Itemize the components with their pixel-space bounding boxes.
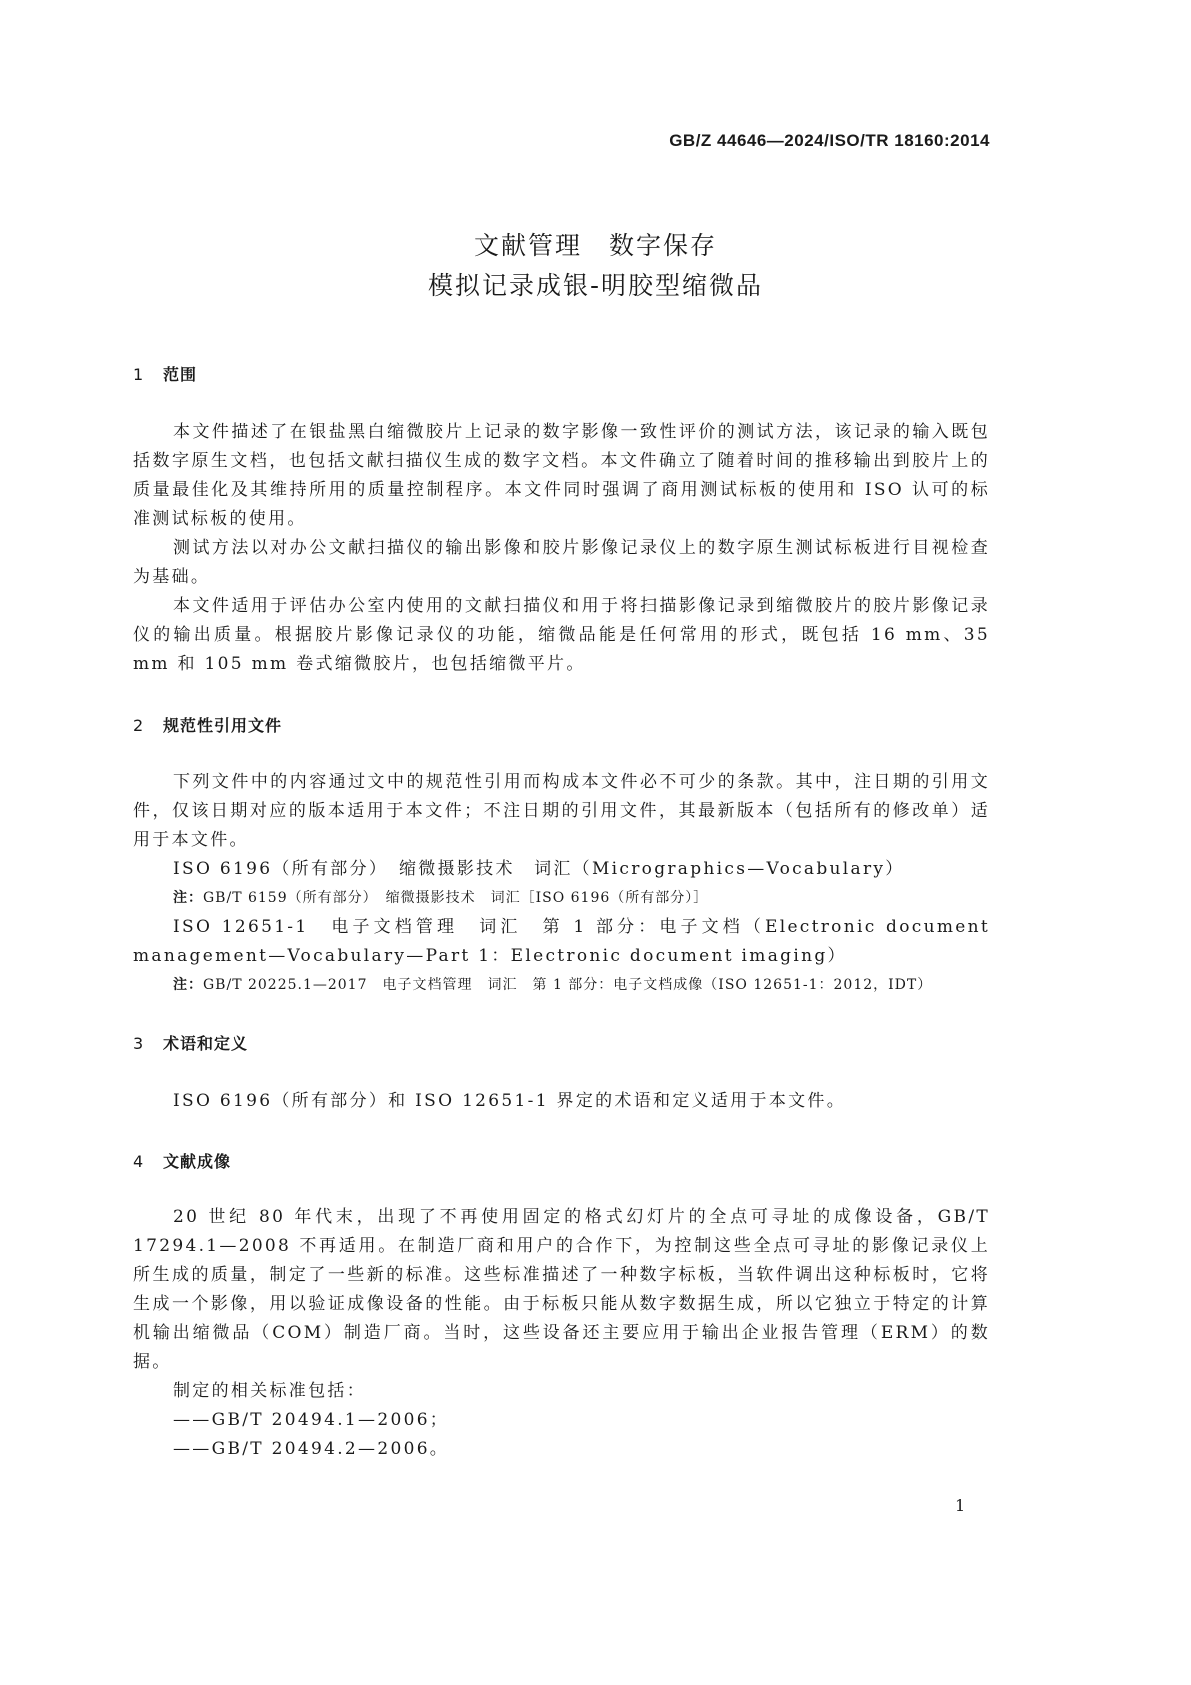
paragraph: 下列文件中的内容通过文中的规范性引用而构成本文件必不可少的条款。其中，注日期的引用文件，仅该日期对应的版本适用于本文件；不注日期的引用文件，其最新版本（包括所有的修改单）适用于本文件。 xyxy=(133,772,990,850)
document-title-line2: 模拟记录成银-明胶型缩微品 xyxy=(427,271,764,300)
paragraph: 本文件适用于评估办公室内使用的文献扫描仪和用于将扫描影像记录到缩微胶片的胶片影像记录仪的输出质量。根据胶片影像记录仪的功能，缩微品能是任何常用的形式，既包括 16 mm、35 mm 和 105 mm 卷式缩微胶片，也包括缩微平片。 xyxy=(133,596,990,674)
section-title: 范围 xyxy=(163,365,198,384)
page-number: 1 xyxy=(955,1496,966,1515)
note-label: 注： xyxy=(173,977,203,993)
section-title: 文献成像 xyxy=(163,1152,232,1171)
section-number: 1 xyxy=(133,365,145,384)
reference-note xyxy=(133,971,990,1000)
paragraph: 测试方法以对办公文献扫描仪的输出影像和胶片影像记录仪上的数字原生测试标板进行目视检查为基础。 xyxy=(133,538,990,587)
document-title-line1: 文献管理 数字保存 xyxy=(473,231,717,260)
standard-code-header: GB/Z 44646—2024/ISO/TR 18160:2014 xyxy=(669,131,990,150)
reference-note xyxy=(133,884,990,913)
section-number: 2 xyxy=(133,716,145,735)
section-3-body xyxy=(133,1087,990,1116)
paragraph: ISO 6196（所有部分）和 ISO 12651-1 界定的术语和定义适用于本文件。 xyxy=(173,1091,847,1111)
paragraph: 20 世纪 80 年代末，出现了不再使用固定的格式幻灯片的全点可寻址的成像设备，GB/T 17294.1—2008 不再适用。在制造厂商和用户的合作下，为控制这些全点可寻址的影像记录仪上所生成的质量，制定了一些新的标准。这些标准描述了一种数字标板，当软件调出这种标板时，它将生成一个影像，用以验证成像设备的性能。由于标板只能从数字数据生成，所以它独立于特定的计算机输出缩微品（COM）制造厂商。当时，这些设备还主要应用于输出企业报告管理（ERM）的数据。 xyxy=(133,1207,990,1372)
section-1-heading xyxy=(133,362,197,385)
section-1-body xyxy=(133,418,990,679)
section-3-heading xyxy=(133,1031,248,1054)
section-number: 4 xyxy=(133,1152,145,1171)
note-text: GB/T 6159（所有部分） 缩微摄影技术 词汇［ISO 6196（所有部分）］ xyxy=(203,890,709,906)
list-item: ——GB/T 20494.2—2006。 xyxy=(173,1439,450,1459)
paragraph: 制定的相关标准包括： xyxy=(173,1381,366,1401)
section-title: 规范性引用文件 xyxy=(163,716,283,735)
section-number: 3 xyxy=(133,1034,145,1053)
paragraph: 本文件描述了在银盐黑白缩微胶片上记录的数字影像一致性评价的测试方法，该记录的输入既包括数字原生文档，也包括文献扫描仪生成的数字文档。本文件确立了随着时间的推移输出到胶片上的质量最佳化及其维持所用的质量控制程序。本文件同时强调了商用测试标板的使用和 ISO 认可的标准测试标板的使用。 xyxy=(133,422,990,529)
section-2-body xyxy=(133,768,990,1000)
section-title: 术语和定义 xyxy=(163,1034,249,1053)
normative-reference: ISO 12651-1 电子文档管理 词汇 第 1 部分：电子文档（Electronic document management—Vocabulary—Part 1：Electronic document imaging） xyxy=(133,917,990,966)
list-item: ——GB/T 20494.1—2006； xyxy=(173,1410,450,1430)
section-4-heading xyxy=(133,1149,231,1172)
normative-reference: ISO 6196（所有部分） 缩微摄影技术 词汇（Micrographics—Vocabulary） xyxy=(173,859,905,879)
section-4-body xyxy=(133,1203,990,1464)
note-label: 注： xyxy=(173,890,203,906)
note-text: GB/T 20225.1—2017 电子文档管理 词汇 第 1 部分：电子文档成像（ISO 12651-1：2012，IDT） xyxy=(203,977,933,993)
section-2-heading xyxy=(133,713,282,736)
